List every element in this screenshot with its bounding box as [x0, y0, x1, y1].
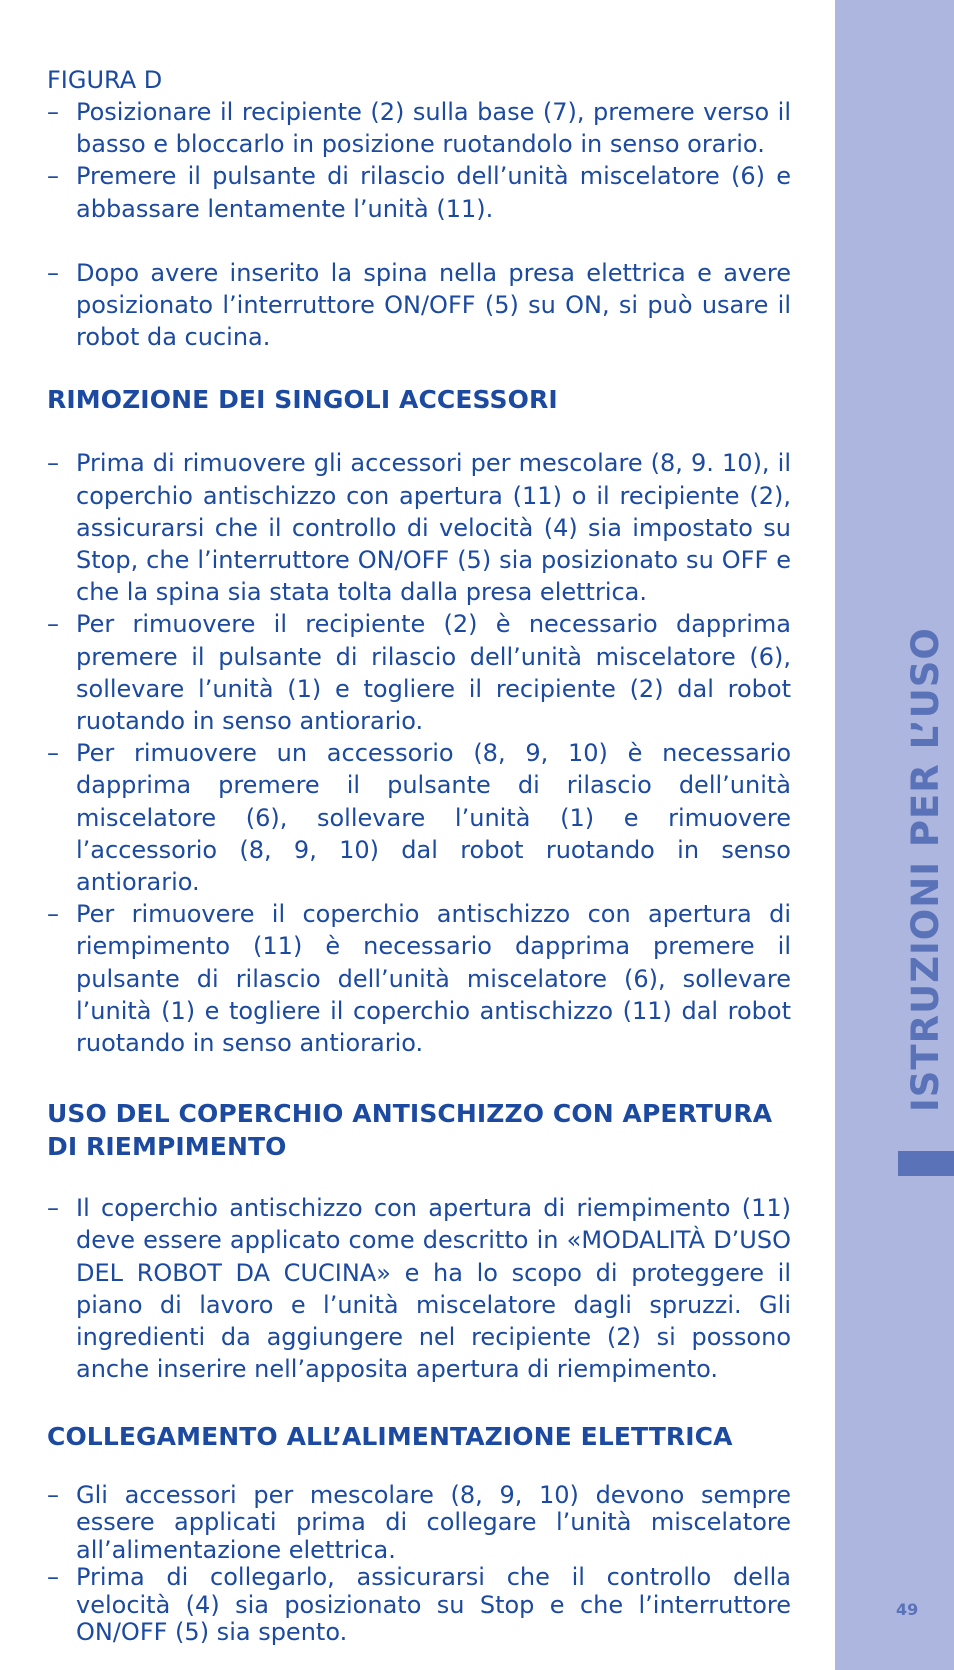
list-item: – Gli accessori per mescolare (8, 9, 10) devono sempre essere applicati prima di collegare l’unità miscelatore all’alimentazione elettrica.	[47, 1480, 791, 1564]
list-item: – Dopo avere inserito la spina nella presa elettrica e avere posizionato l’interruttore ON/OFF (5) su ON, si può usare il robot da cucina.	[47, 258, 791, 352]
power-on-list	[47, 257, 791, 354]
page-number: 49	[896, 1600, 919, 1619]
list-item: – Il coperchio antischizzo con apertura di riempimento (11) deve essere applicato come descritto in «MODALITÀ D’USO DEL ROBOT DA CUCINA» e ha lo scopo di proteggere il piano di lavoro e l’unità miscelatore dagli spruzzi. Gli ingredienti da aggiungere nel recipiente (2) si possono anche inserire nell’apposita apertura di riempimento.	[47, 1194, 791, 1384]
sidebar-section-title: ISTRUZIONI PER L’USO	[904, 627, 947, 1112]
list-item: – Per rimuovere il recipiente (2) è necessario dapprima premere il pulsante di rilascio dell’unità miscelatore (6), sollevare l’unità (1) e togliere il recipiente (2) dal robot ruotando in senso antiorario.	[47, 610, 791, 736]
list-item: – Posizionare il recipiente (2) sulla base (7), premere verso il basso e bloccarlo in posizione ruotandolo in senso orario.	[47, 98, 791, 159]
list-item: – Prima di collegarlo, assicurarsi che il controllo della velocità (4) sia posizionato su Stop e che l’interruttore ON/OFF (5) sia spento.	[47, 1563, 791, 1646]
section-heading-power: COLLEGAMENTO ALL’ALIMENTAZIONE ELETTRICA	[47, 1421, 733, 1451]
list-item: – Per rimuovere il coperchio antischizzo con apertura di riempimento (11) è necessario dapprima premere il pulsante di rilascio dell’unità miscelatore (6), sollevare l’unità (1) e togliere il coperchio antischizzo (11) dal robot ruotando in senso antiorario.	[47, 900, 791, 1058]
lid-usage-list	[47, 1192, 791, 1385]
section-heading-lid: USO DEL COPERCHIO ANTISCHIZZO CON APERTURA DI RIEMPIMENTO	[47, 1099, 773, 1162]
section-heading-removal: RIMOZIONE DEI SINGOLI ACCESSORI	[47, 385, 558, 415]
sidebar-accent-block	[898, 1151, 954, 1176]
list-item: – Prima di rimuovere gli accessori per mescolare (8, 9. 10), il coperchio antischizzo con apertura (11) o il recipiente (2), assicurarsi che il controllo di velocità (4) sia impostato su Stop, che l’interruttore ON/OFF (5) sia posizionato su OFF e che la spina sia stata tolta dalla presa elettrica.	[47, 449, 791, 607]
removal-steps-list	[47, 447, 791, 1059]
list-item: – Premere il pulsante di rilascio dell’unità miscelatore (6) e abbassare lentamente l’unità (11).	[47, 162, 791, 223]
list-item: – Per rimuovere un accessorio (8, 9, 10) è necessario dapprima premere il pulsante di rilascio dell’unità miscelatore (6), sollevare l’unità (1) e rimuovere l’accessorio (8, 9, 10) dal robot ruotando in senso antiorario.	[47, 739, 791, 897]
page-content	[47, 64, 791, 1647]
power-connection-list	[47, 1482, 791, 1647]
figure-label: FIGURA D	[47, 66, 163, 94]
assembly-steps-list	[47, 96, 791, 225]
